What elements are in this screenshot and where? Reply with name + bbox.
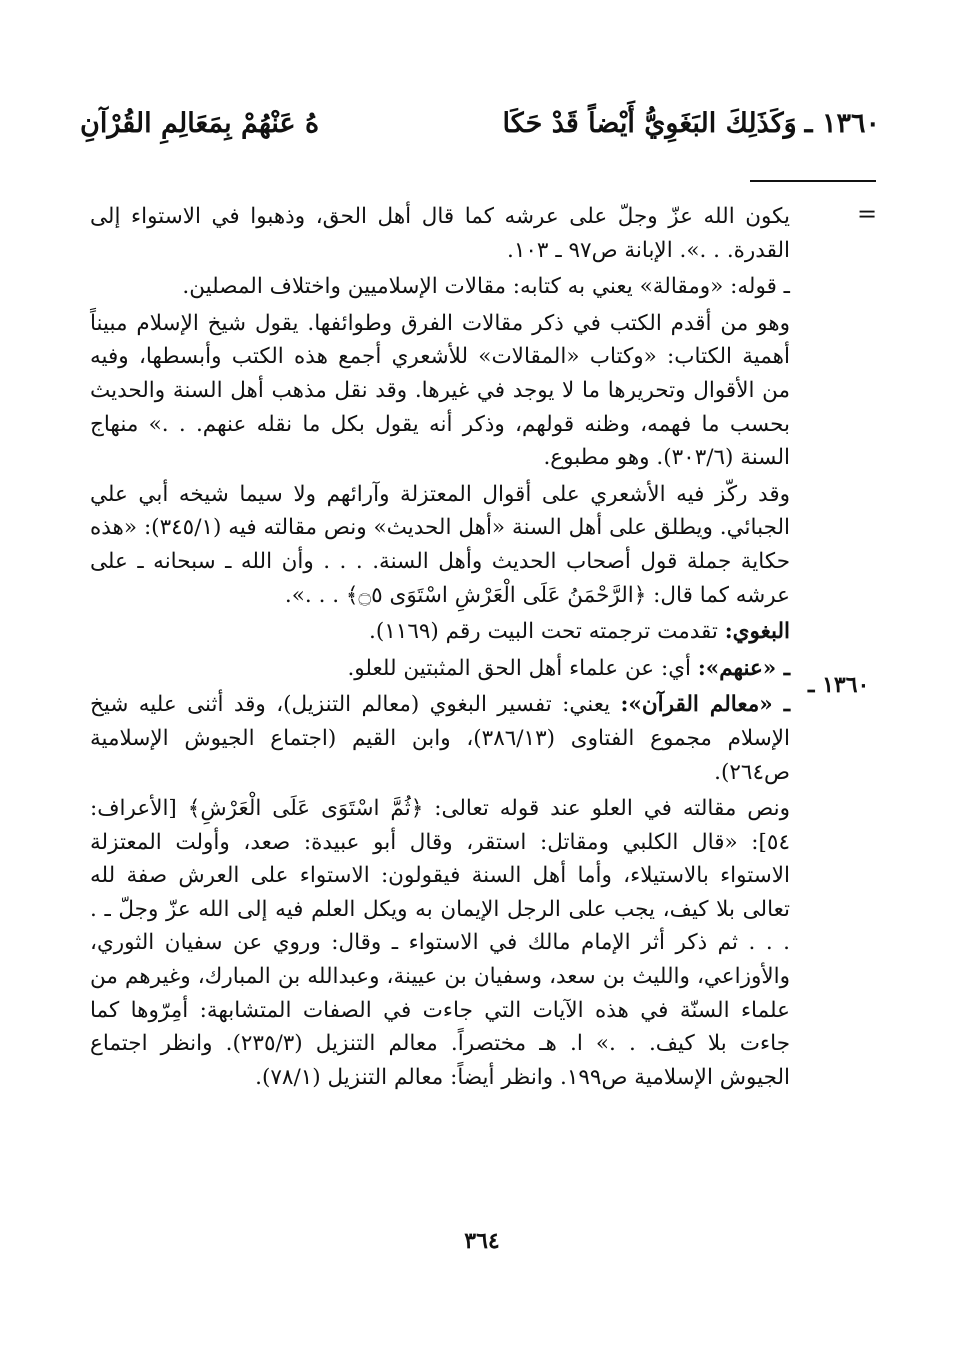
verse-second-hemistich: هُ عَنْهُمْ بِمَعَالِمِ القُرْآنِ <box>80 108 320 139</box>
paragraph-heading: ـ «معالم القرآن»: <box>620 692 790 718</box>
commentary-body <box>90 200 790 1097</box>
paragraph-heading: ـ «عنهم»: <box>697 655 790 681</box>
continuation-mark: = <box>856 200 878 228</box>
paragraph <box>90 270 790 304</box>
paragraph-text: ونص مقالته في العلو عند قوله تعالى: ﴿ثُمَّ اسْتَوَى عَلَى الْعَرْشِ﴾ [الأعراف: ٥٤]: «قال الكلبي ومقاتل: استقر، وقال أبو عبيدة: صعد، وأولت المعتزلة الاستواء بالاستيلاء، وأما أهل السنة فيقولون: الاستواء على العرش صفة لله تعالى بلا كيف، يجب على الرجل الإيمان به ويكل العلم فيه إلى الله عزّ وجلّ ـ . . . . ثم ذكر أثر الإمام مالك في الاستواء ـ وقال: وروي عن سفيان الثوري، والأوزاعي، والليث بن سعد، وسفيان بن عيينة، وعبدالله بن المبارك، وغيرهم من علماء السنّة في هذه الآيات التي جاءت في الصفات المتشابهة: أمِرّوها كما جاءت بلا كيف. . .» ا. هـ مختصراً. معالم التنزيل (٢٣٥/٣). وانظر اجتماع الجيوش الإسلامية ص١٩٩. وانظر أيضاً: معالم التنزيل (٧٨/١). <box>90 796 790 1090</box>
footnote-separator <box>750 180 876 182</box>
paragraph <box>90 688 790 789</box>
paragraph <box>90 792 790 1094</box>
paragraph-text: ـ قوله: «ومقالة» يعني به كتابه: مقالات الإسلاميين واختلاف المصلين. <box>182 274 790 300</box>
paragraph <box>90 615 790 649</box>
paragraph <box>90 307 790 475</box>
paragraph-text: وهو من أقدم الكتب في ذكر مقالات الفرق وطوائفها. يقول شيخ الإسلام مبيناً أهمية الكتاب: «وكتاب «المقالات» للأشعري أجمع هذه الكتب وأبسطها، وفيه من الأقوال وتحريرها ما لا يوجد في غيرها. وقد نقل مذهب أهل السنة والحديث بحسب ما فهمه، وظنه قولهم، وذكر أنه يقول بكل ما نقله عنهم. . .» منهاج السنة (٣٠٣/٦). وهو مطبوع. <box>90 310 790 471</box>
paragraph <box>90 478 790 612</box>
verse-first-hemistich: وَكَذَلِكَ البَغَوِيُّ أَيْضاً قَدْ حَكَا <box>502 108 797 139</box>
verse-number: ١٣٦٠ ـ <box>804 108 880 139</box>
paragraph <box>90 652 790 686</box>
paragraph-heading: البغوي: <box>724 619 790 645</box>
paragraph <box>90 200 790 267</box>
note-number: ١٣٦٠ ـ <box>808 672 870 698</box>
verse-line <box>80 108 880 139</box>
paragraph-text: وقد ركّز فيه الأشعري على أقوال المعتزلة وآرائهم ولا سيما شيخه أبي علي الجبائي. ويطلق على أهل السنة «أهل الحديث» ونص مقالته فيه (٣٤٥/١): «هذه حكاية جملة قول أصحاب الحديث وأهل السنة. . . . وأن الله ـ سبحانه ـ على عرشه كما قال: ﴿الرَّحْمَنُ عَلَى الْعَرْشِ اسْتَوَى ۝٥﴾ . . .». <box>90 481 790 608</box>
paragraph-text: يكون الله عزّ وجلّ على عرشه كما قال أهل الحق، وذهبوا في الاستواء إلى القدرة. . .». الإبانة ص٩٧ ـ ١٠٣. <box>90 204 790 263</box>
verse-first-part <box>502 108 880 139</box>
page-number: ٣٦٤ <box>464 1228 500 1254</box>
paragraph-text: يعني: تفسير البغوي (معالم التنزيل)، وقد أثنى عليه شيخ الإسلام مجموع الفتاوى (٣٨٦/١٣)، وابن القيم (اجتماع الجيوش الإسلامية ص٢٦٤). <box>90 692 790 785</box>
paragraph-text: تقدمت ترجمته تحت البيت رقم (١١٦٩). <box>368 619 725 645</box>
paragraph-text: أي: عن علماء أهل الحق المثبتين للعلو. <box>347 655 698 681</box>
